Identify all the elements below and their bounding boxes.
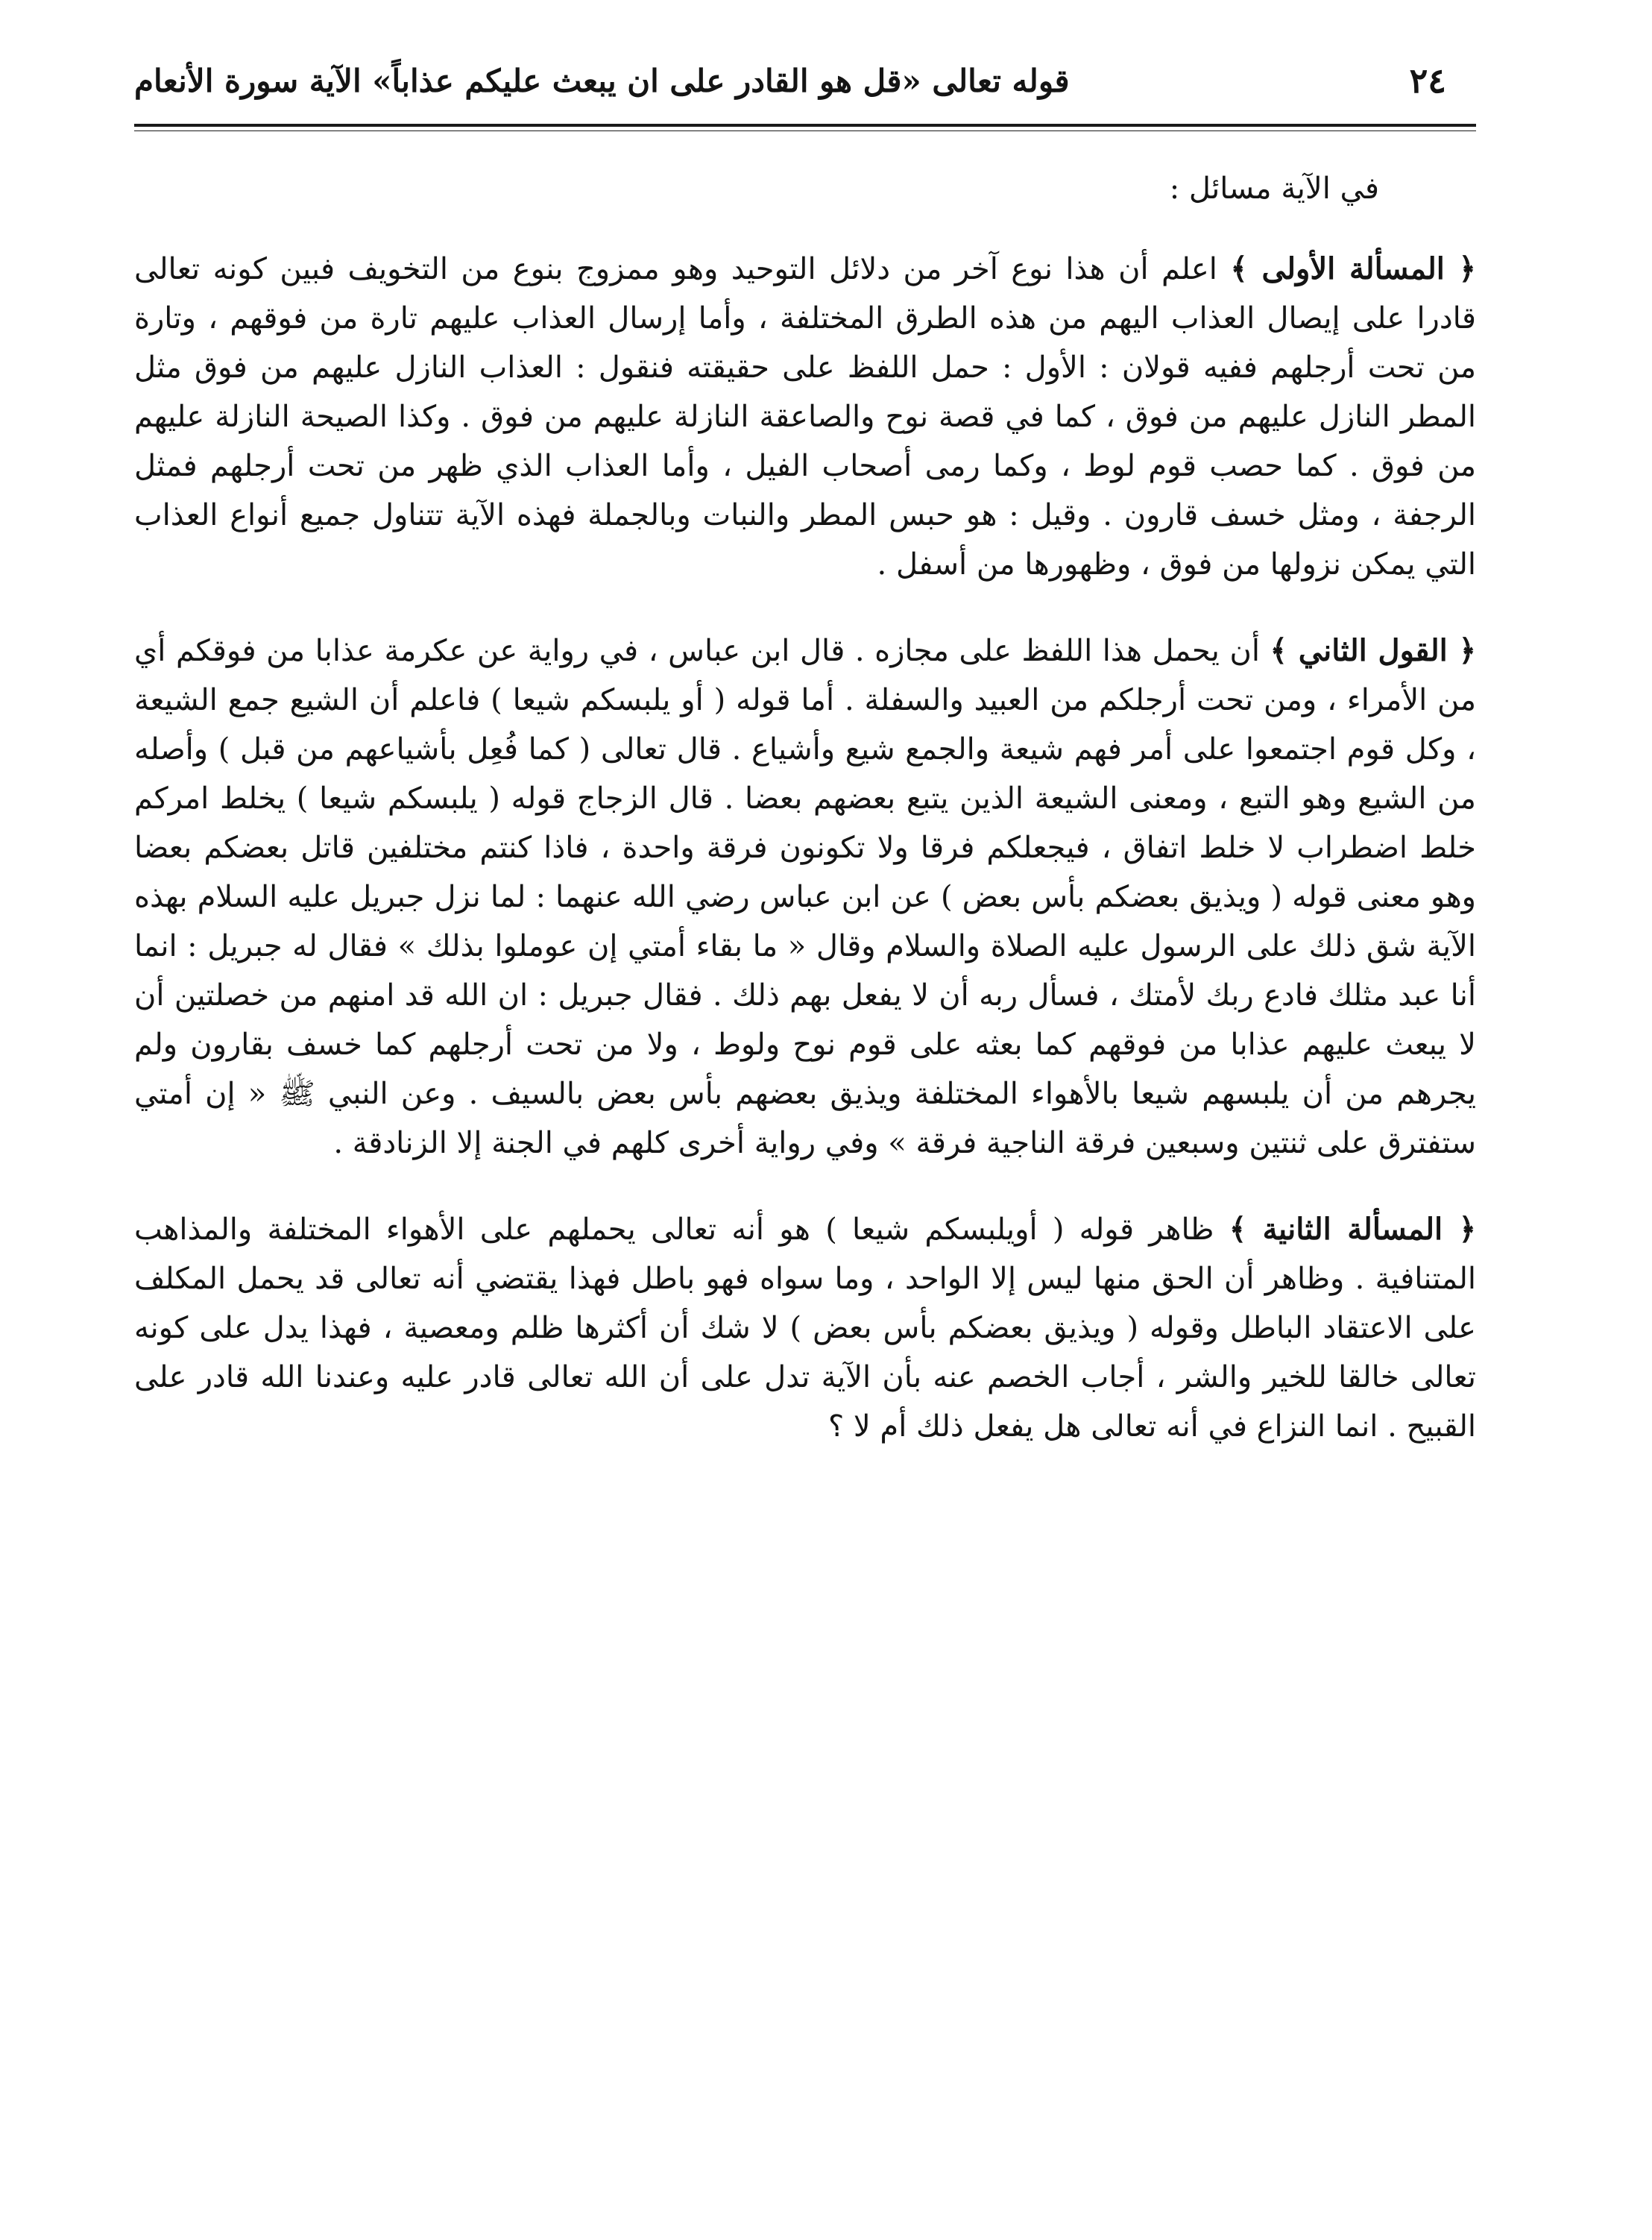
section-heading: ﴿ المسألة الثانية ﴾ [1229, 1212, 1477, 1247]
book-page [134, 45, 1476, 2207]
section-heading: ﴿ المسألة الأولى ﴾ [1230, 251, 1476, 286]
header-rule [134, 124, 1476, 127]
section-text: اعلم أن هذا نوع آخر من دلائل التوحيد وهو ممزوج بنوع من التخويف فبين كونه تعالى قادرا على إيصال العذاب اليهم من هذه الطرق المختلفة ، وأما إرسال العذاب عليهم تارة من فوقهم ، وتارة من تحت أرجلهم ففيه قولان : الأول : حمل اللفظ على حقيقته فنقول : العذاب النازل عليهم من فوق مثل المطر النازل عليهم من فوق ، كما في قصة نوح والصاعقة النازلة عليهم من فوق . وكذا الصيحة النازلة عليهم من فوق . كما حصب قوم لوط ، وكما رمى أصحاب الفيل ، وأما العذاب الذي ظهر من تحت أرجلهم فمثل الرجفة ، ومثل خسف قارون . وقيل : هو حبس المطر والنبات وبالجملة فهذه الآية تتناول جميع أنواع العذاب التي يمكن نزولها من فوق ، وظهورها من أسفل . [134, 252, 1476, 582]
page-number: ٢٤ [1409, 60, 1446, 101]
section-second-issue [134, 1205, 1476, 1451]
running-title: قوله تعالى «قل هو القادر على ان يبعث عليكم عذاباً» الآية سورة الأنعام [134, 62, 1070, 99]
section-text: ظاهر قوله ( أويلبسكم شيعا ) هو أنه تعالى يحملهم على الأهواء المختلفة والمذاهب المتنافية . وظاهر أن الحق منها ليس إلا الواحد ، وما سواه فهو باطل فهذا يقتضي أنه تعالى قد يحمل المكلف على الاعتقاد الباطل وقوله ( ويذيق بعضكم بأس بعض ) لا شك أن أكثرها ظلم ومعصية ، فهذا يدل على كونه تعالى خالقا للخير والشر ، أجاب الخصم عنه بأن الآية تدل على أن الله تعالى قادر عليه وعندنا الله قادر على القبيح . انما النزاع في أنه تعالى هل يفعل ذلك أم لا ؟ [134, 1212, 1476, 1444]
intro-line: في الآية مسائل : [1169, 172, 1379, 206]
header-rule-thin [134, 130, 1476, 131]
page-header [134, 45, 1476, 116]
page-body [134, 164, 1476, 1451]
section-first-issue [134, 245, 1476, 589]
section-text: أن يحمل هذا اللفظ على مجازه . قال ابن عباس ، في رواية عن عكرمة عذابا من فوقكم أي من الأمراء ، ومن تحت أرجلكم من العبيد والسفلة . أما قوله ( أو يلبسكم شيعا ) فاعلم أن الشيع جمع الشيعة ، وكل قوم اجتمعوا على أمر فهم شيعة والجمع شيع وأشياع . قال تعالى ( كما فُعِل بأشياعهم من قبل ) وأصله من الشيع وهو التبع ، ومعنى الشيعة الذين يتبع بعضهم بعضا . قال الزجاج قوله ( يلبسكم شيعا ) يخلط امركم خلط اضطراب لا خلط اتفاق ، فيجعلكم فرقا ولا تكونون فرقة واحدة ، فاذا كنتم مختلفين قاتل بعضكم بعضا وهو معنى قوله ( ويذيق بعضكم بأس بعض ) عن ابن عباس رضي الله عنهما : لما نزل جبريل عليه السلام بهذه الآية شق ذلك على الرسول عليه الصلاة والسلام وقال « ما بقاء أمتي إن عوملوا بذلك » فقال له جبريل : انما أنا عبد مثلك فادع ربك لأمتك ، فسأل ربه أن لا يفعل بهم ذلك . فقال جبريل : ان الله قد امنهم من خصلتين أن لا يبعث عليهم عذابا من فوقهم كما بعثه على قوم نوح ولوط ، ولا من تحت أرجلهم كما خسف بقارون ولم يجرهم من أن يلبسهم شيعا بالأهواء المختلفة ويذيق بعضهم بأس بعض بالسيف . وعن النبي ﷺ « إن أمتي ستفترق على ثنتين وسبعين فرقة الناجية فرقة » وفي رواية أخرى كلهم في الجنة إلا الزنادقة . [134, 634, 1477, 1160]
section-heading: ﴿ القول الثاني ﴾ [1270, 633, 1477, 668]
section-second-opinion [134, 626, 1476, 1168]
